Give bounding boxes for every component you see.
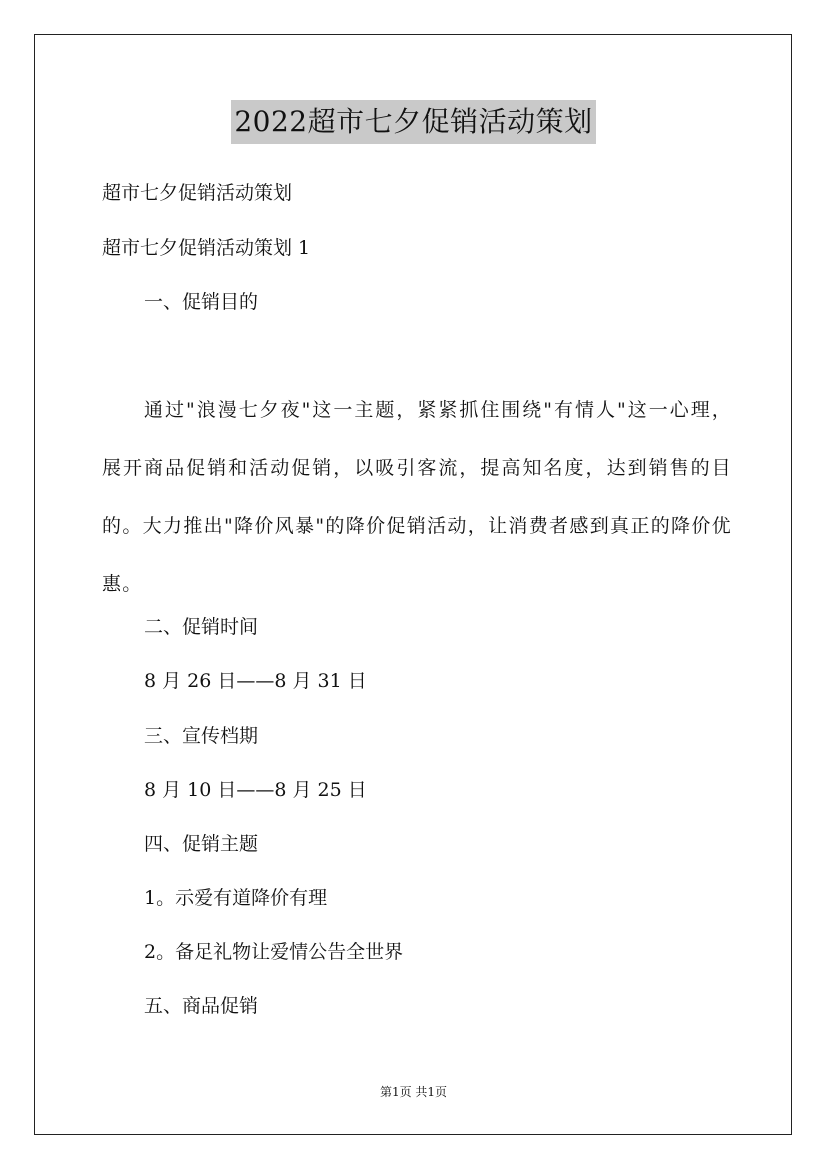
subtitle-line: 超市七夕促销活动策划 [102,182,293,204]
title-container [0,100,827,144]
theme-item-1: 1。示爱有道降价有理 [144,887,328,909]
heading-promotion-time: 二、促销时间 [144,616,259,638]
page-number-footer: 第1页 共1页 [379,1085,448,1099]
promotion-time-value: 8 月 26 日——8 月 31 日 [144,670,367,692]
heading-publicity-schedule: 三、宣传档期 [144,725,259,747]
theme-item-2: 2。备足礼物让爱情公告全世界 [144,941,404,963]
heading-product-promotion: 五、商品促销 [144,995,259,1017]
section-heading-line: 超市七夕促销活动策划 1 [102,237,311,259]
heading-promotion-purpose: 一、促销目的 [144,291,259,313]
document-title: 2022超市七夕促销活动策划 [231,100,595,144]
publicity-schedule-value: 8 月 10 日——8 月 25 日 [144,779,367,801]
paragraph-purpose: 通过"浪漫七夕夜"这一主题，紧紧抓住围绕"有情人"这一心理，展开商品促销和活动促销，以吸引客流，提高知名度，达到销售的目的。大力推出"降价风暴"的降价促销活动，让消费者感到真正的降价优惠。 [102,399,732,595]
heading-promotion-theme: 四、促销主题 [144,833,259,855]
